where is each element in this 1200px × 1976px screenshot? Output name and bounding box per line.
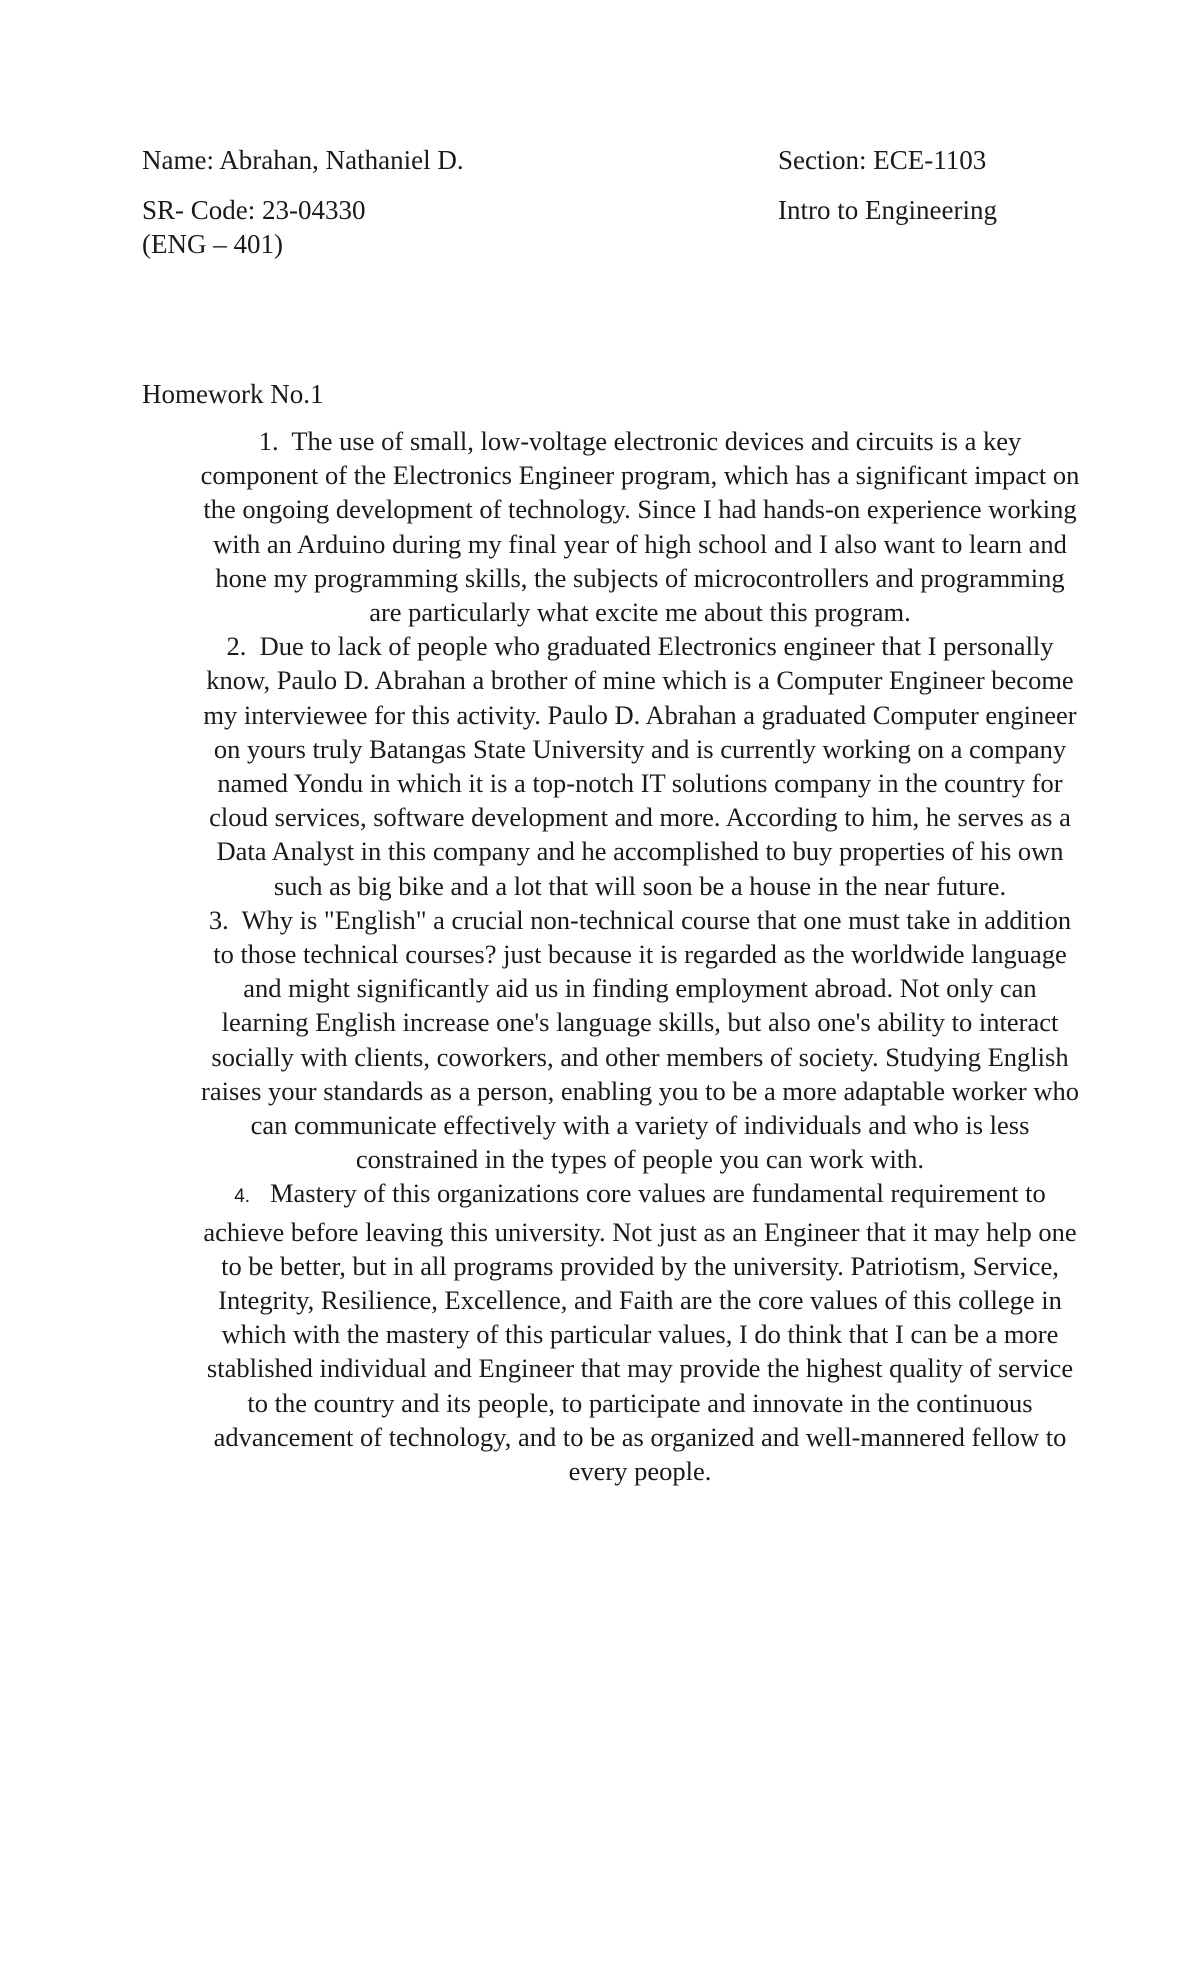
answer-item-4 bbox=[200, 1176, 1080, 1488]
answer-number-3: 3. bbox=[208, 904, 229, 935]
answer-body-3: Why is "English" a crucial non-technical course that one must take in addition to those technical courses? just because it is regarded as the worldwide language and might significantly aid us in finding employment abroad. Not only can learning English increase one's language skills, but also one's ability to interact socially with clients, coworkers, and other members of society. Studying English raises your standards as a person, enabling you to be a more adaptable worker who can communicate effectively with a variety of individuals and who is less constrained in the types of people you can work with. bbox=[201, 904, 1079, 1175]
answer-number-1: 1. bbox=[258, 426, 279, 456]
answer-body-2: Due to lack of people who graduated Electronics engineer that I personally know, Paulo D. Abrahan a brother of mine which is a Computer Engineer become my interviewee for this activity. Paulo D. Abrahan a graduated Computer engineer on yours truly Batangas State University and is currently working on a company named Yondu in which it is a top-notch IT solutions company in the country for cloud services, software development and more. According to him, he serves as a Data Analyst in this company and he accomplished to buy properties of his own such as big bike and a lot that will soon be a house in the near future. bbox=[203, 631, 1077, 901]
answer-item-2 bbox=[200, 629, 1080, 903]
answer-text-2 bbox=[200, 629, 1080, 903]
answer-text-4 bbox=[200, 1176, 1080, 1488]
answer-item-1 bbox=[200, 424, 1080, 629]
answer-item-3 bbox=[200, 903, 1080, 1177]
homework-answer-list bbox=[200, 424, 1080, 1488]
answer-number-4: 4. bbox=[234, 1186, 251, 1208]
sr-code: SR- Code: 23-04330 bbox=[142, 195, 366, 225]
answer-number-2: 2. bbox=[226, 631, 247, 662]
answer-body-4: Mastery of this organizations core values are fundamental requirement to achieve before leaving this university. Not just as an Engineer that it may help one to be better, but in all programs provided by the university. Patriotism, Service, Integrity, Resilience, Excellence, and Faith are the core values of this college in which with the mastery of this particular values, I do think that I can be a more stablished individual and Engineer that may provide the highest quality of service to the country and its people, to participate and innovate in the continuous advancement of technology, and to be as organized and well-mannered fellow to every people. bbox=[203, 1178, 1077, 1487]
course-code: (ENG – 401) bbox=[142, 229, 283, 259]
section-code: Section: ECE-1103 bbox=[778, 145, 987, 175]
student-name: Name: Abrahan, Nathaniel D. bbox=[142, 145, 464, 175]
answer-text-1 bbox=[200, 424, 1080, 629]
answer-body-1: The use of small, low-voltage electronic devices and circuits is a key component of the Electronics Engineer program, which has a significant impact on the ongoing development of technology. Since I had hands-on experience working with an Arduino during my final year of high school and I also want to learn and hone my programming skills, the subjects of microcontrollers and programming are particularly what excite me about this program. bbox=[200, 426, 1080, 628]
answer-text-3 bbox=[200, 903, 1080, 1177]
homework-title: Homework No.1 bbox=[142, 379, 324, 409]
course-title: Intro to Engineering bbox=[778, 195, 997, 225]
